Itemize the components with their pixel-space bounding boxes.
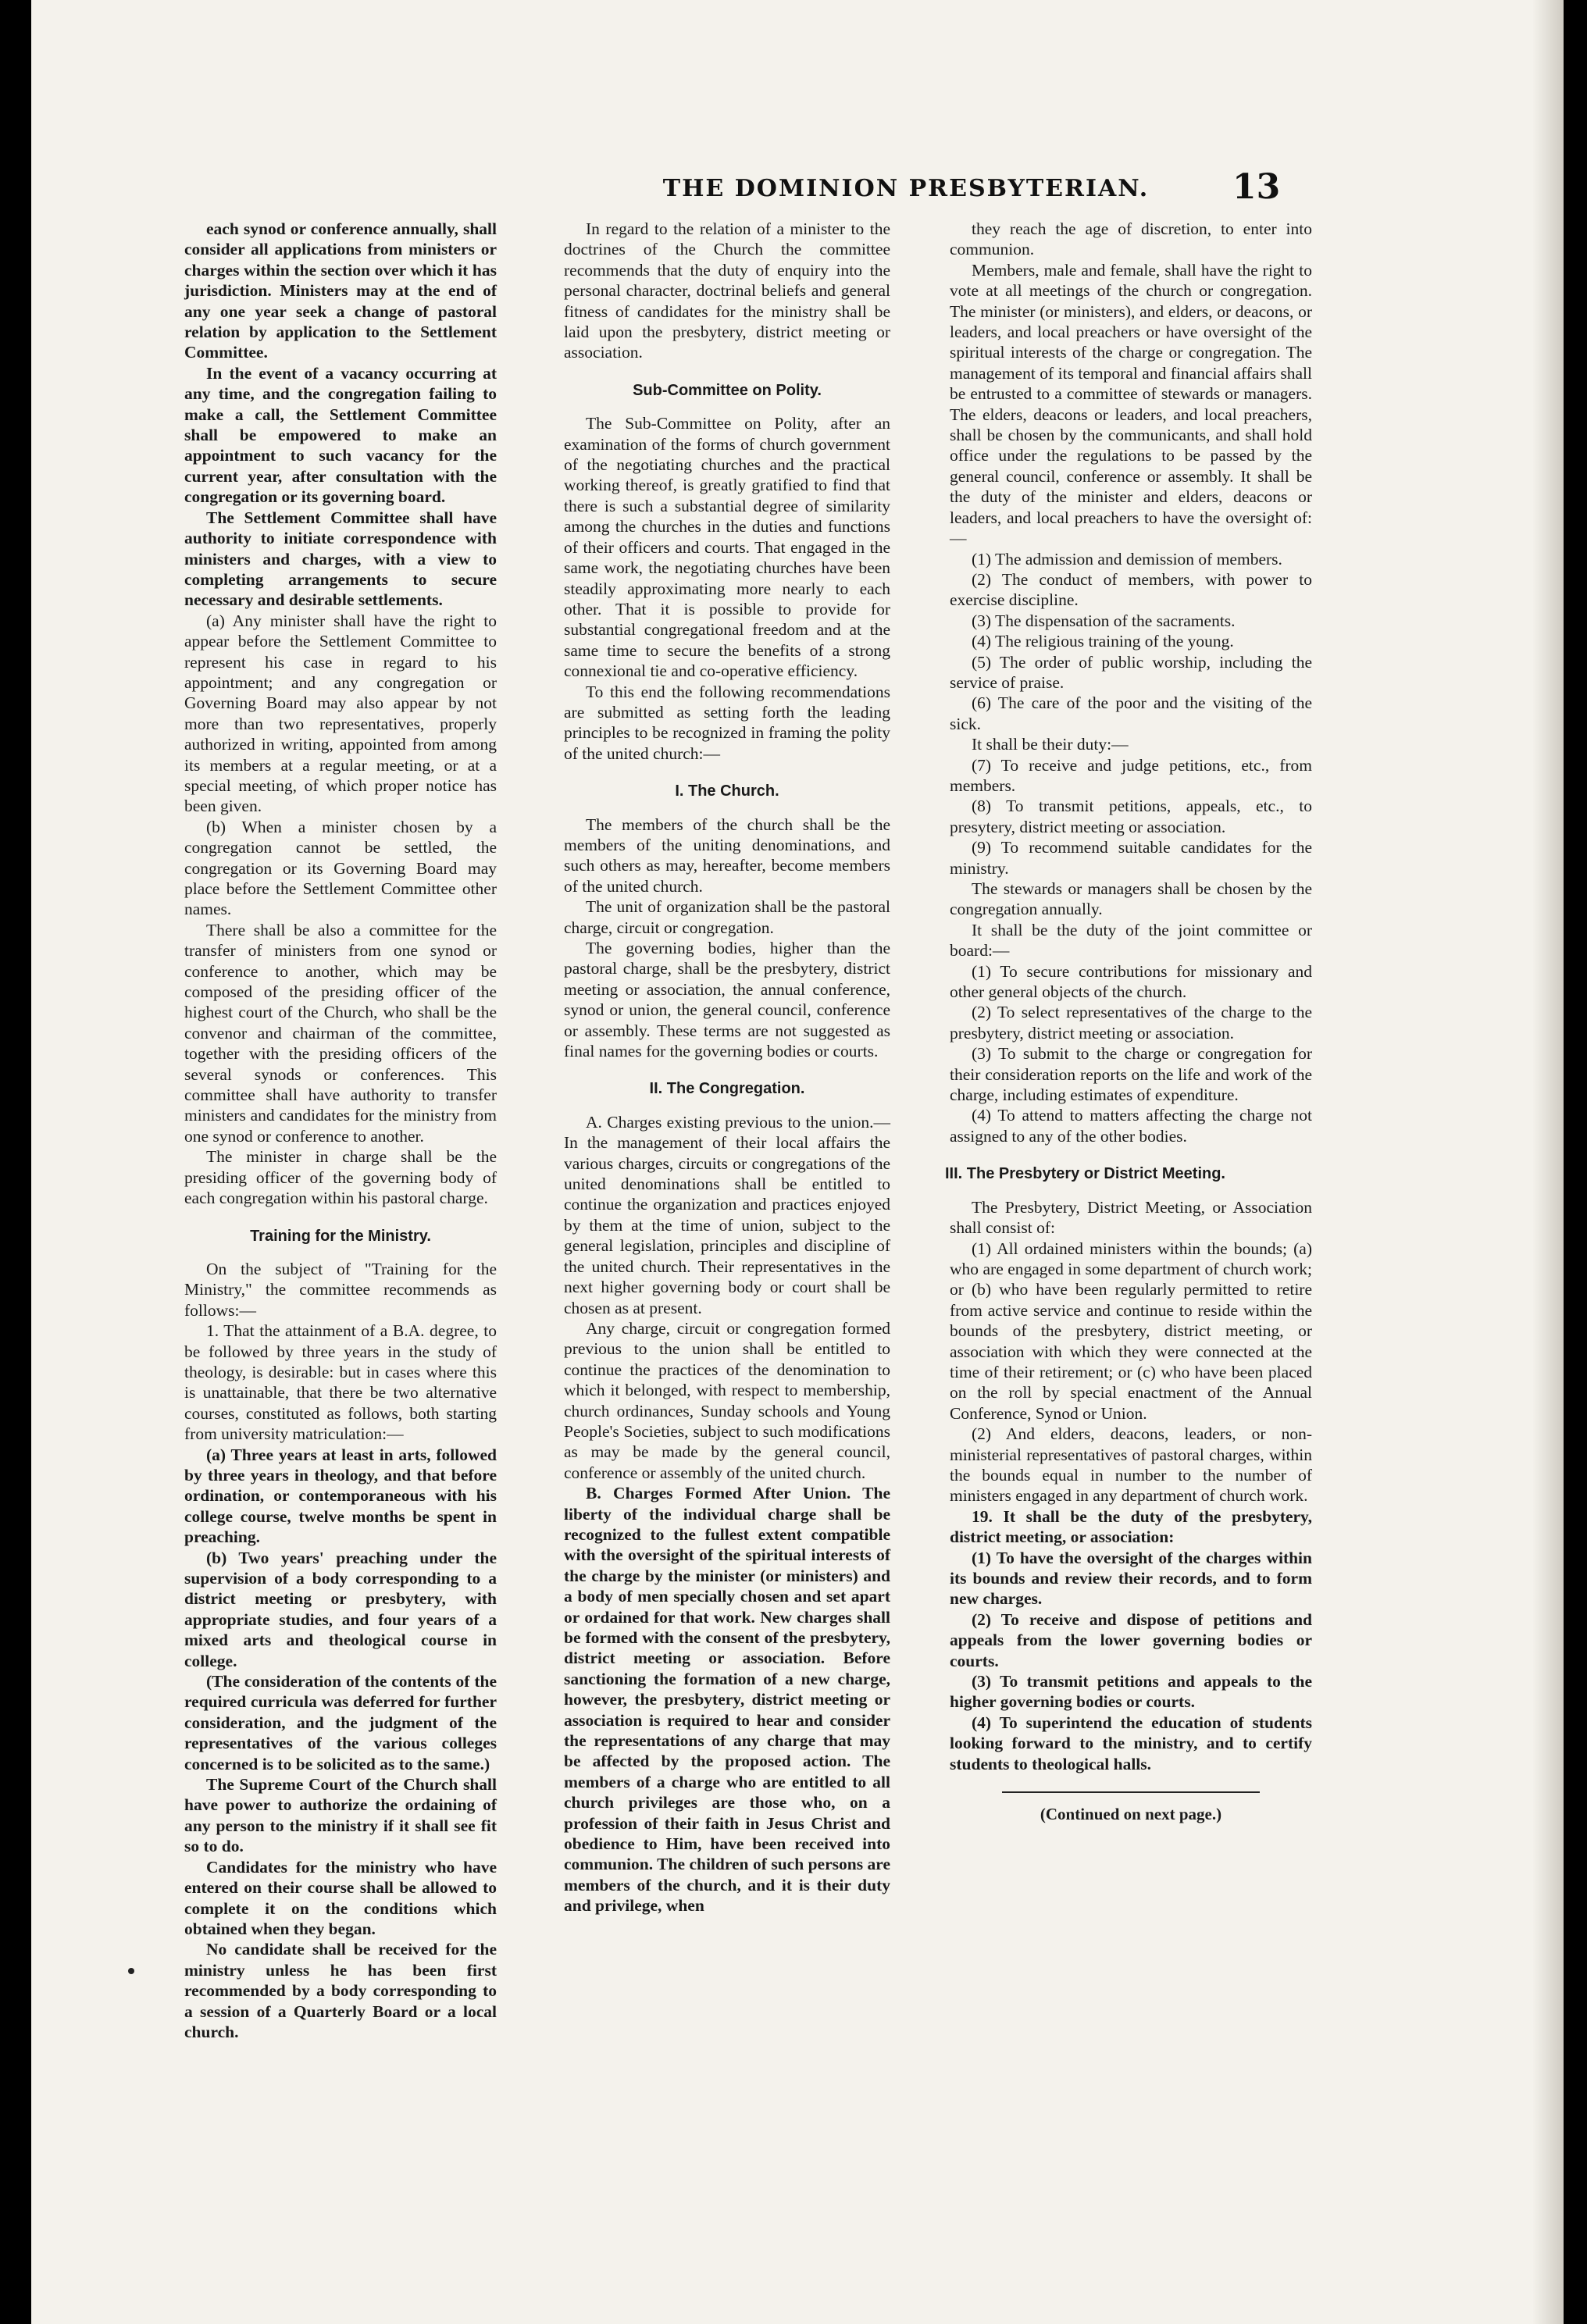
paragraph: The unit of organization shall be the pastoral charge, circuit or congregation. <box>564 897 890 937</box>
paragraph: 19. It shall be the duty of the presbytery, district meeting, or association: <box>950 1506 1312 1547</box>
paragraph: (2) And elders, deacons, leaders, or non-ministerial representatives of pastoral charges, within the bounds equal in number to the number of ministers engaged in any department of church work. <box>950 1424 1312 1506</box>
paragraph: (2) To receive and dispose of petitions and appeals from the lower governing bodies or courts. <box>950 1609 1312 1670</box>
section-heading: Sub-Committee on Polity. <box>633 381 822 399</box>
section-heading: II. The Congregation. <box>649 1080 805 1098</box>
paragraph: It shall be the duty of the joint committee or board:— <box>950 920 1312 961</box>
paragraph: (3) The dispensation of the sacraments. <box>972 611 1236 630</box>
paragraph: (4) To superintend the education of students looking forward to the ministry, and to certify students to theological halls. <box>950 1713 1312 1773</box>
paragraph: (6) The care of the poor and the visiting of the sick. <box>950 693 1312 733</box>
paragraph: (The consideration of the contents of the required curricula was deferred for further consideration, and the judgment of the representatives of the various colleges concerned is to be solicited as to the same.) <box>184 1672 497 1773</box>
paragraph: In the event of a vacancy occurring at any time, and the congregation failing to make a call, the Settlement Committee shall be empowered to make an appointment to such vacancy for the current year, after consultation with the congregation or its governing board. <box>184 363 497 507</box>
paragraph: To this end the following recommendations are submitted as setting forth the leading principles to be recognized in framing the polity of the united church:— <box>564 682 890 763</box>
paragraph: (b) Two years' preaching under the supervision of a body corresponding to a district meeting or presbytery, with appropriate studies, and four years of a mixed arts and theological course in college. <box>184 1548 497 1670</box>
paragraph: (a) Any minister shall have the right to appear before the Settlement Committee to represent his case in regard to his appointment; and any congregation or Governing Board may also appear by not more than two representatives, properly authorized in writing, appointed from among its members at a regular meeting, or at a special meeting, of which proper notice has been given. <box>184 611 497 816</box>
paragraph: (9) To recommend suitable candidates for the ministry. <box>950 838 1312 878</box>
paragraph: Candidates for the ministry who have entered on their course shall be allowed to complete it on the conditions which obtained when they began. <box>184 1857 497 1938</box>
running-header: THE DOMINION PRESBYTERIAN. <box>662 175 1150 202</box>
column-1 <box>184 219 497 2042</box>
paragraph: Members, male and female, shall have the right to vote at all meetings of the church or congregation. The minister (or ministers), and elders, or deacons, or leaders, and local preachers or have oversight of the spiritual interests of the charge or congregation. The management of its temporal and financial affairs shall be entrusted to a committee of stewards or managers. The elders, deacons or leaders, and local preachers, shall be chosen by the communicants, and shall hold office under the regulations to be passed by the general council, conference or assembly. It shall be the duty of the minister and elders, deacons or leaders, and local preachers to have the oversight of:— <box>950 260 1312 548</box>
ink-speck <box>128 1968 134 1974</box>
paragraph: The Presbytery, District Meeting, or Association shall consist of: <box>950 1197 1312 1238</box>
paragraph: (4) The religious training of the young. <box>972 632 1234 651</box>
paragraph: No candidate shall be received for the ministry unless he has been first recommended by a body corresponding to a session of a Quarterly Board or a local church. <box>184 1940 497 2041</box>
column-2 <box>564 219 890 1916</box>
paragraph: The Sub-Committee on Polity, after an examination of the forms of church government of the negotiating churches and the practical working thereof, is greatly gratified to find that there is such a substantial degree of similarity among the churches in the duties and functions of their officers and courts. That engaged in the same work, the negotiating churches have been steadily approximating more nearly to each other. That it is possible to provide for substantial congregational freedom and at the same time to secure the benefits of a strong connexional tie and co-operative efficiency. <box>564 414 890 681</box>
section-heading: III. The Presbytery or District Meeting. <box>945 1165 1225 1183</box>
page-number: 13 <box>1232 167 1281 207</box>
paragraph: The members of the church shall be the members of the uniting denominations, and such others as may, hereafter, become members of the united church. <box>564 814 890 896</box>
paragraph: There shall be also a committee for the transfer of ministers from one synod or conference to another, which may be composed of the presiding officer of the highest court of the Church, who shall be the convenor and chairman of the committee, together with the presiding officers of the several synods or conferences. This committee shall have authority to transfer ministers and candidates for the ministry from one synod or conference to another. <box>184 920 497 1146</box>
paragraph: The stewards or managers shall be chosen by the congregation annually. <box>950 879 1312 919</box>
paragraph: (5) The order of public worship, including the service of praise. <box>950 652 1312 692</box>
paragraph: (3) To submit to the charge or congregation for their consideration reports on the life and work of the charge, including estimates of expenditure. <box>950 1044 1312 1105</box>
paragraph: On the subject of "Training for the Ministry," the committee recommends as follows:— <box>184 1259 497 1320</box>
paragraph: It shall be their duty:— <box>972 735 1129 754</box>
paragraph: The minister in charge shall be the presiding officer of the governing body of each congregation within his pastoral charge. <box>184 1147 497 1208</box>
paragraph: (2) The conduct of members, with power to exercise discipline. <box>950 569 1312 610</box>
continued-note: (Continued on next page.) <box>1040 1805 1222 1824</box>
paragraph: A. Charges existing previous to the union.—In the management of their local affairs the various charges, circuits or congregations of the united denominations shall be entitled to continue the organization and practices enjoyed by them at the time of union, subject to the general legislation, principles and discipline of the united church. Their representatives in the next higher governing body or court shall be chosen as at present. <box>564 1112 890 1317</box>
paragraph: (2) To select representatives of the charge to the presbytery, district meeting or association. <box>950 1003 1312 1043</box>
paragraph: (7) To receive and judge petitions, etc., from members. <box>950 755 1312 795</box>
end-rule <box>1002 1791 1260 1793</box>
paragraph: Any charge, circuit or congregation formed previous to the union shall be entitled to continue the practices of the denomination to which it belonged, with respect to membership, church ordinances, Sunday schools and Young People's Societies, subject to such modifications as may be made by the general council, conference or assembly of the united church. <box>564 1318 890 1482</box>
paragraph: (1) To secure contributions for missionary and other general objects of the church. <box>950 961 1312 1002</box>
paragraph: The Supreme Court of the Church shall have power to authorize the ordaining of any person to the ministry if it shall see fit so to do. <box>184 1775 497 1856</box>
column-3 <box>945 219 1312 1824</box>
column-3-body <box>945 219 1312 1774</box>
section-heading: I. The Church. <box>675 782 779 800</box>
paragraph: B. Charges Formed After Union. The liberty of the individual charge shall be recognized to the fullest extent compatible with the oversight of the spiritual interests of the charge by the minister (or ministers) and a body of men specially chosen and set apart or ordained for that work. New charges shall be formed with the consent of the presbytery, district meeting or association. Before sanctioning the formation of a new charge, however, the presbytery, district meeting or association is required to hear and consider the representations of any charge that may be affected by the proposed action. The members of a charge who are entitled to all church privileges are those who, on a profession of their faith in Jesus Christ and obedience to Him, have been received into communion. The children of such persons are members of the church, and it is their duty and privilege, when <box>564 1484 890 1916</box>
paragraph: (8) To transmit petitions, appeals, etc., to presytery, district meeting or association. <box>950 797 1312 836</box>
paragraph: they reach the age of discretion, to enter into communion. <box>950 219 1312 259</box>
section-heading: Training for the Ministry. <box>250 1227 431 1245</box>
page-edge-shadow <box>1532 0 1564 2324</box>
paragraph: The governing bodies, higher than the pastoral charge, shall be the presbytery, district meeting or association, the annual conference, synod or union, the general council, conference or assembly. These terms are not suggested as final names for the governing bodies or courts. <box>564 939 890 1061</box>
paragraph: (b) When a minister chosen by a congregation cannot be settled, the congregation or its Governing Board may place before the Settlement Committee other names. <box>184 817 497 919</box>
paragraph: (1) The admission and demission of members. <box>972 549 1282 569</box>
paragraph: (a) Three years at least in arts, followed by three years in theology, and that before ordination, or contemporaneous with his college course, twelve months be spent in preaching. <box>184 1445 497 1547</box>
paragraph: (1) To have the oversight of the charges within its bounds and review their records, and to form new charges. <box>950 1548 1312 1609</box>
paragraph: each synod or conference annually, shall consider all applications from ministers or charges within the section over which it has jurisdiction. Ministers may at the end of any one year seek a change of pastoral relation by application to the Settlement Committee. <box>184 219 497 362</box>
paragraph: In regard to the relation of a minister to the doctrines of the Church the committee recommends that the duty of enquiry into the personal character, doctrinal beliefs and general fitness of candidates for the ministry shall be laid upon the presbytery, district meeting or association. <box>564 219 890 362</box>
paragraph: (4) To attend to matters affecting the charge not assigned to any of the other bodies. <box>950 1106 1312 1146</box>
paragraph: (1) All ordained ministers within the bounds; (a) who are engaged in some department of church work; or (b) who have been regularly permitted to retire from active service and continue to reside within the bounds of the presbytery, district meeting, or association with which they were connected at the time of their retirement; or (c) who have been placed on the roll by special enactment of the Annual Conference, Synod or Union. <box>950 1239 1312 1423</box>
paragraph: The Settlement Committee shall have authority to initiate correspondence with ministers and charges, with a view to completing arrangements to secure necessary and desirable settlements. <box>184 508 497 610</box>
paragraph: 1. That the attainment of a B.A. degree, to be followed by three years in the study of theology, is desirable: but in cases where this is unattainable, that there be two alternative courses, constituted as follows, both starting from university matriculation:— <box>184 1321 497 1444</box>
paragraph: (3) To transmit petitions and appeals to the higher governing bodies or courts. <box>950 1672 1312 1712</box>
